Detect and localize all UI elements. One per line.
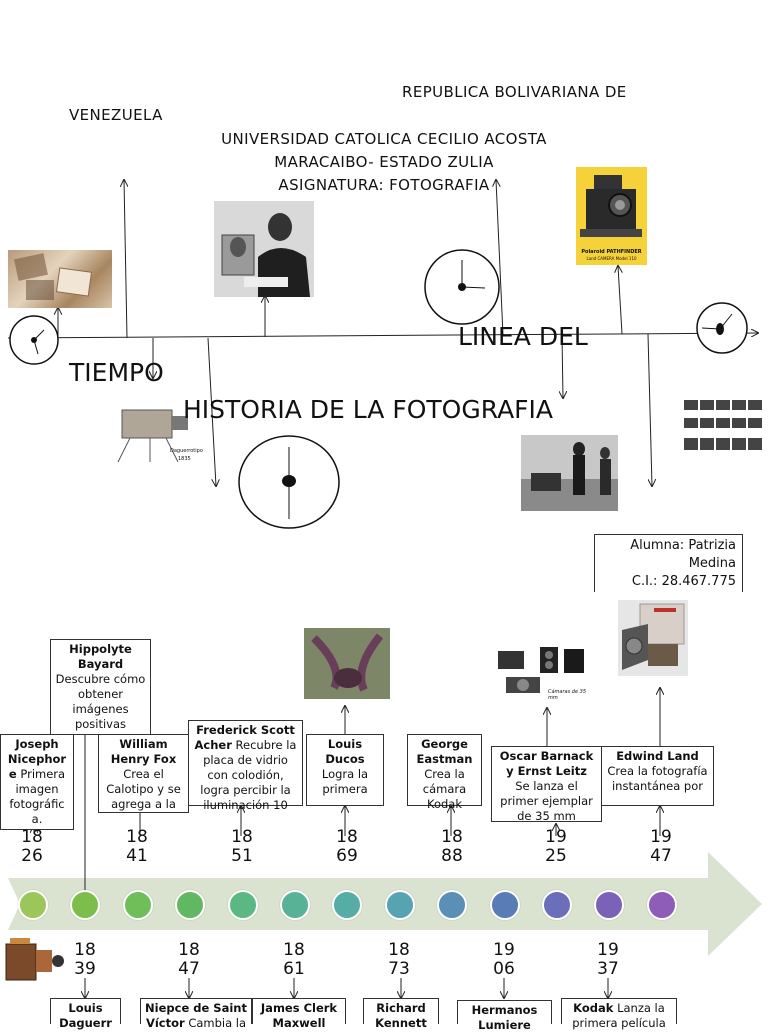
event-name: Louis Ducos	[325, 737, 365, 766]
student-name-line2: Medina	[688, 556, 736, 571]
timeline-dot	[385, 890, 415, 920]
event-desc: Crea el Calotipo y se agrega a la	[106, 767, 181, 811]
event-box-joseph-nicephore	[0, 734, 74, 830]
people-cameras-photo-image	[521, 435, 618, 511]
year-label: 18 61	[283, 940, 305, 979]
cameras-35mm-image	[496, 643, 588, 707]
cameras-collection-image	[682, 398, 764, 456]
polaroid-caption-sub: Land CAMERA Model 110	[586, 256, 637, 261]
event-desc: Se lanza el primer ejemplar de 35 mm	[500, 779, 593, 823]
timeline-dot	[647, 890, 677, 920]
year-label: 18 88	[441, 827, 463, 866]
title-tiempo: TIEMPO	[69, 358, 164, 387]
event-name: Hippolyte Bayard	[69, 642, 132, 671]
timeline-dot	[123, 890, 153, 920]
event-box-james-clerk-maxwell	[252, 998, 346, 1030]
event-desc: Cambia la	[188, 1016, 247, 1030]
daguerreotype-caption: Daguerrotipo	[170, 448, 203, 454]
event-box-oscar-barnack	[491, 746, 602, 822]
timeline-dot	[18, 890, 48, 920]
event-desc: Logra la primera	[321, 767, 369, 796]
event-box-edwind-land	[601, 746, 714, 806]
clock-icon	[694, 300, 750, 356]
timeline-dot	[280, 890, 310, 920]
event-box-william-henry-fox	[98, 734, 189, 813]
header-line-venezuela: VENEZUELA	[69, 106, 163, 124]
event-box-louis-ducos	[306, 734, 384, 806]
polaroid-caption: Polaroid PATHFINDER	[581, 249, 642, 255]
event-box-niepce-saint-victor	[140, 998, 252, 1030]
event-name: William Henry Fox	[110, 737, 177, 766]
year-label: 19 37	[597, 940, 619, 979]
year-label: 18 41	[126, 827, 148, 866]
event-name: Richard Kennett	[375, 1001, 427, 1030]
student-id: C.I.: 28.467.775	[631, 574, 736, 589]
timeline-axis	[8, 333, 758, 338]
event-box-kodak	[561, 998, 677, 1030]
timeline-dot	[437, 890, 467, 920]
event-name: James Clerk Maxwell	[260, 1001, 338, 1030]
clock-icon	[8, 314, 60, 366]
timeline-dot	[542, 890, 572, 920]
event-box-hippolyte-bayard	[50, 639, 151, 735]
event-desc: Crea la fotografía instantánea por	[607, 764, 708, 793]
title-linea-del: LINEA DEL	[458, 322, 588, 351]
timeline-dot	[228, 890, 258, 920]
event-name: George Eastman	[416, 737, 473, 766]
polaroid-camera-image	[576, 167, 647, 265]
year-label: 18 26	[21, 827, 43, 866]
header-line-asignatura: ASIGNATURA: FOTOGRAFIA	[278, 176, 490, 194]
event-box-george-eastman	[407, 734, 482, 811]
student-name-line1: Alumna: Patrizia	[630, 538, 736, 553]
event-desc: Descubre cómo obtener imágenes positivas	[55, 672, 146, 731]
year-label: 18 39	[74, 940, 96, 979]
timeline-dot	[175, 890, 205, 920]
event-name: Kodak	[573, 1001, 614, 1015]
event-box-frederick-scott-acher	[188, 720, 303, 812]
event-name: Edwind Land	[616, 749, 699, 763]
year-label: 18 73	[388, 940, 410, 979]
event-name: Joseph Nicephor	[7, 737, 67, 766]
clock-icon	[237, 433, 341, 531]
year-label: 18 69	[336, 827, 358, 866]
event-desc: Crea la cámara Kodak	[422, 767, 467, 811]
event-name: Louis Daguerr	[59, 1001, 112, 1030]
cameras-35mm-caption: Cámaras de 35 mm	[548, 689, 587, 701]
year-label: 19 47	[650, 827, 672, 866]
portrait-photo-image	[214, 201, 314, 297]
year-label: 19 25	[545, 827, 567, 866]
student-info-box	[594, 534, 743, 592]
wooden-camera-image	[2, 934, 66, 988]
header-line-maracaibo: MARACAIBO- ESTADO ZULIA	[274, 153, 494, 171]
old-photographs-image	[8, 250, 112, 308]
year-label: 18 51	[231, 827, 253, 866]
daguerreotype-camera-image	[110, 402, 203, 478]
event-name: Hermanos Lumiere	[471, 1003, 538, 1032]
event-desc: Primera imagen fotográfic a.	[9, 767, 66, 826]
event-name: Niepce de Saint Víctor	[145, 1001, 247, 1030]
event-box-louis-daguerre	[50, 998, 121, 1030]
event-desc: Recubre la placa de vidrio con colodión, logra percibir la iluminación 10	[200, 738, 297, 812]
year-label: 19 06	[493, 940, 515, 979]
title-historia: HISTORIA DE LA FOTOGRAFIA	[183, 395, 554, 424]
folding-camera-image	[618, 600, 688, 676]
event-desc: Lanza la primera película	[572, 1001, 666, 1030]
clock-icon	[423, 248, 501, 326]
event-box-richard-kennett	[363, 998, 439, 1030]
year-label: 18 47	[178, 940, 200, 979]
header-line-universidad: UNIVERSIDAD CATOLICA CECILIO ACOSTA	[221, 130, 547, 148]
event-name-suffix: e	[8, 767, 17, 781]
daguerreotype-caption-year: 1835	[178, 456, 191, 462]
event-box-hermanos-lumiere	[457, 1000, 552, 1032]
event-name: Oscar Barnack y Ernst Leitz	[499, 749, 594, 778]
header-line-republica: REPUBLICA BOLIVARIANA DE	[402, 83, 627, 101]
timeline-dot	[490, 890, 520, 920]
event-name: Frederick Scott Acher	[194, 723, 295, 752]
color-photograph-image	[304, 628, 390, 699]
